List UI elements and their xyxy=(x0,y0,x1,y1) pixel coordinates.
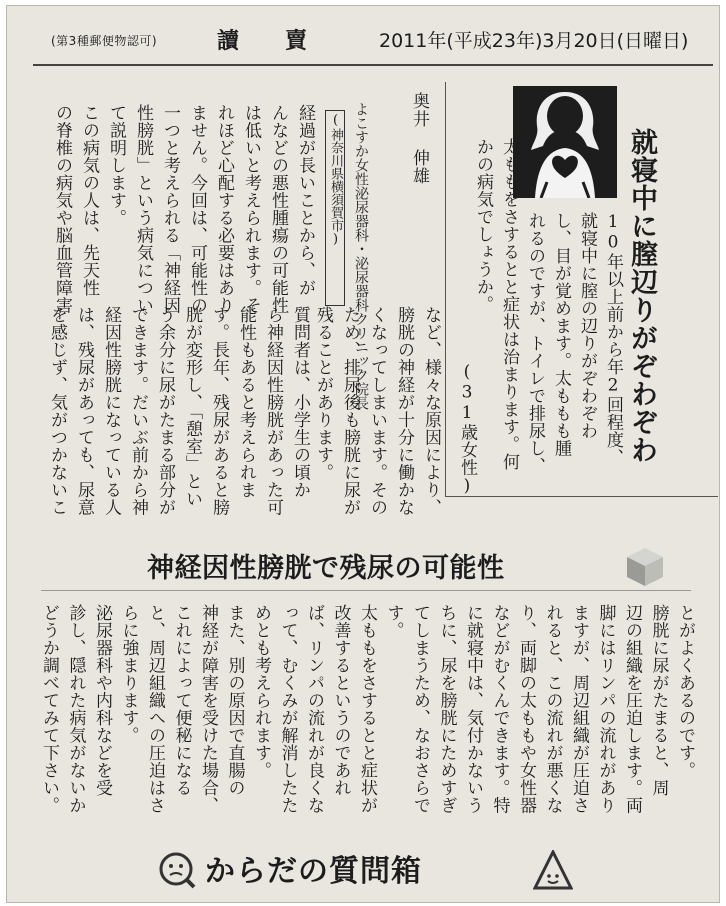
answer-line: ちに、尿を膀胱にためすぎ xyxy=(436,604,457,814)
answer-face-icon xyxy=(533,850,573,890)
answer-line: 質問者は、小学生の頃か xyxy=(290,306,310,499)
question-line: 10年以上前から年2回程度、 xyxy=(603,212,623,466)
postal-permit: (第3種郵便物認可) xyxy=(51,34,157,48)
answer-line: んなどの悪性腫瘍の可能性 xyxy=(268,104,288,314)
answer-line: など、様々な原因により、 xyxy=(421,306,441,516)
newspaper-brand: 讀賣 xyxy=(217,28,354,54)
answer-line: り、両脚の太ももや女性器 xyxy=(516,604,536,814)
answer-line: ら神経因性膀胱があった可 xyxy=(263,306,283,516)
answer-line: 泌尿器科や内科などを受 xyxy=(92,604,112,797)
answer-line: どうか調べてみて下さい。 xyxy=(39,604,59,814)
answer-line: めとも考えられます。 xyxy=(251,604,271,779)
answer-line: す。長年、残尿があると膀 xyxy=(209,306,229,516)
answer-line: 経因性膀胱になっている人 xyxy=(101,306,121,516)
answer-line: て説明します。 xyxy=(106,104,126,227)
answer-line: 残ることがあります。 xyxy=(313,306,333,481)
answer-line: す。 xyxy=(383,604,404,639)
answer-line: ば、リンパの流れが良くな xyxy=(304,604,324,814)
answer-line: を感じず、気がつかないこ xyxy=(47,306,67,516)
answer-line: 膀胱の神経が十分に働かな xyxy=(394,306,414,516)
answer-line: ません。今回は、可能性の xyxy=(187,104,207,314)
answer-line: できます。だいぶ前から神 xyxy=(128,306,148,516)
answer-line: う余分に尿がたまる部分が xyxy=(155,306,175,516)
answer-line: 能性もあると考えられま xyxy=(236,306,256,499)
answer-line: などがむくんできます。特 xyxy=(489,604,510,814)
newspaper-page xyxy=(6,5,720,903)
cube-ornament-icon xyxy=(623,544,667,588)
answer-line: 膀胱に尿がたまると、周 xyxy=(648,604,669,797)
answer-line: 一つと考えられる「神経因 xyxy=(160,104,180,314)
woman-illustration-icon xyxy=(513,86,617,198)
answer-line: とがよくあるのです。 xyxy=(675,604,695,779)
question-face-icon xyxy=(157,850,197,890)
header-rule xyxy=(33,64,713,66)
answer-line: ため、排尿後も膀胱に尿が xyxy=(340,306,360,516)
answer-line: は、残尿があっても、尿意 xyxy=(74,306,94,516)
headline-rule xyxy=(41,590,691,591)
answer-line: 性膀胱」という病気につい xyxy=(133,104,153,314)
answer-line: てしまうため、なおさらで xyxy=(410,604,430,814)
answer-line: って、むくみが解消したた xyxy=(277,604,298,814)
issue-date: 2011年(平成23年)3月20日(日曜日) xyxy=(379,30,689,52)
answer-line: は低いと考えられます。そ xyxy=(241,104,261,314)
answer-line: この病気の人は、先天性 xyxy=(79,104,99,297)
question-title: 就寝中に膣辺りがぞわぞわ xyxy=(626,128,657,464)
answer-line: 太ももをさするとと症状が xyxy=(357,604,377,814)
answer-line: これによって便秘になる xyxy=(171,604,192,797)
answer-line: れると、この流れが悪くな xyxy=(542,604,563,814)
answer-line: 神経が障害を受けた場合、 xyxy=(198,604,218,814)
doctor-name: 奥井 伸雄 xyxy=(409,92,429,185)
question-line: かの病気でしょうか。 xyxy=(473,138,493,313)
answer-line: 経過が長いことから、が xyxy=(295,104,315,297)
doctor-affiliation: よこすか女性泌尿器科・泌尿器科クリニック院長 xyxy=(353,102,369,410)
answer-line: 脚にはリンパの流れがあり xyxy=(595,604,616,814)
answer-line: の脊椎の病気や脳血管障害 xyxy=(52,104,72,314)
answer-line: 診し、隠れた病気がないか xyxy=(65,604,86,814)
answer-line: と、周辺組織への圧迫はさ xyxy=(145,604,165,814)
answer-line: らに強まります。 xyxy=(118,604,139,744)
answer-line: ますが、周辺組織が圧迫さ xyxy=(569,604,589,814)
answer-line: また、別の原因で直腸の xyxy=(224,604,245,797)
question-line: れるのですが、トイレで排尿し、 xyxy=(525,212,545,475)
question-line: 就寝中に膣の辺りがぞわぞわ xyxy=(577,212,597,440)
answer-line: 改善するというのであれ xyxy=(330,604,351,797)
answer-line: くなってしまいます。その xyxy=(367,306,387,516)
column-footer xyxy=(157,842,577,898)
answer-line: れほど心配する必要はあり xyxy=(214,104,234,314)
question-line: 太ももをさするとと症状は治まります。何 xyxy=(499,138,519,471)
question-line: (31歳女性) xyxy=(457,362,477,497)
column-title: からだの質問箱 xyxy=(205,854,422,889)
question-line: し、目が覚めます。太ももも腫 xyxy=(551,212,571,457)
answer-line: 胱が変形し、「憩室」とい xyxy=(182,306,202,508)
newspaper-header xyxy=(7,6,719,54)
answer-headline: 神経因性膀胱で残尿の可能性 xyxy=(147,553,505,584)
doctor-location: (神奈川県横須賀市) xyxy=(325,110,345,306)
answer-line: 辺の組織を圧迫します。両 xyxy=(622,604,642,814)
answer-line: に就寝中は、気付かないう xyxy=(463,604,483,814)
